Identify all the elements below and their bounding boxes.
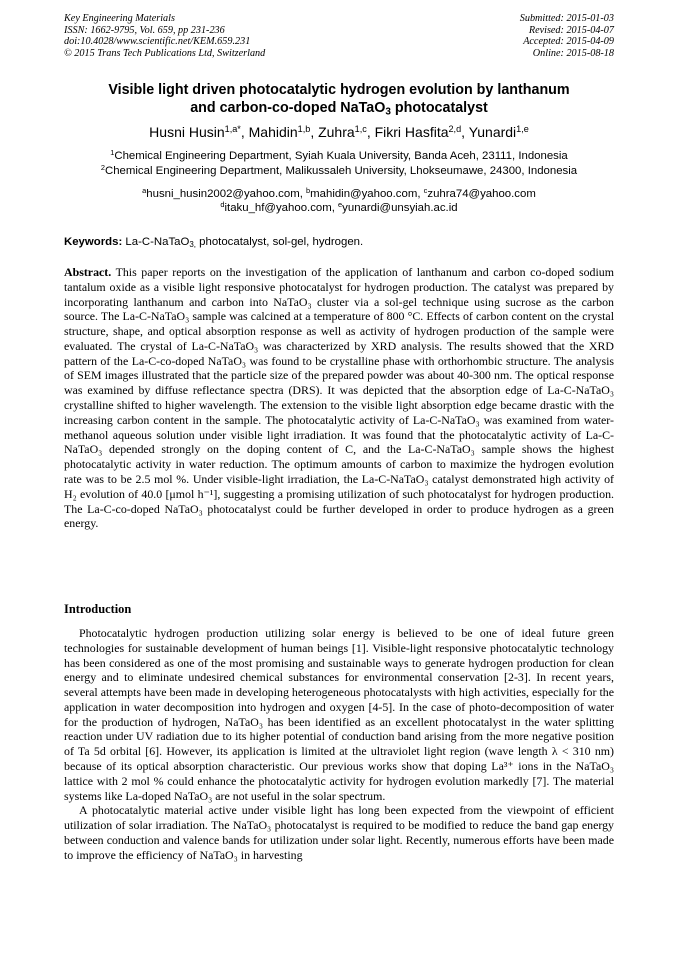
abstract-label: Abstract. [64, 265, 112, 279]
keywords-label: Keywords: [64, 236, 123, 248]
affiliation-1: $^1$Chemical Engineering Department, Syiah Kuala University, Banda Aceh, 23111, Indonesia [110, 147, 568, 162]
accepted-date: Accepted: 2015-04-09 [523, 36, 614, 48]
abstract [64, 265, 614, 531]
journal-doi: doi:10.4028/www.scientific.net/KEM.659.231 [64, 36, 251, 48]
online-date: Online: 2015-08-18 [532, 47, 614, 59]
journal-name: Key Engineering Materials [64, 13, 175, 24]
submission-dates [520, 13, 614, 59]
submitted-date: Submitted: 2015-01-03 [519, 13, 614, 24]
introduction-heading: Introduction [64, 602, 132, 616]
abstract-text: This paper reports on the investigation of the application of lanthanum and carbon co-doped sodium tantalum oxide as a visible light responsive photocatalyst for hydrogen production. The catalyst was prepared by incorporating lanthanum and carbon into NaTaO₃ cluster via a sol-gel technique using sucrose as the carbon source. The La-C-NaTaO₃ sample was calcined at a temperature of 800 °C. Effects of carbon content on the crystal structure, shape, and optical absorption response as well as activity of hydrogen production of the sample were evaluated. The crystal of La-C-NaTaO₃ was characterized by XRD analysis. The results showed that the XRD pattern of the La-C-co-doped NaTaO₃ was found to be crystalline phase with orthorhombic structure. The analysis of SEM images illustrated that the particle size of the prepared powder was about 40-300 nm. The optical response was examined by diffuse reflectance spectra (DRS). It was depicted that the absorption edge of La-C-NaTaO₃ crystalline shifted to higher wavelength. The extension to the visible light absorption edge became drastic with the increasing carbon content in the sample. The photocatalytic activity of La-C-NaTaO₃ was examined from water-methanol aqueous solution under visible light irradiation. It was found that the photocatalytic activity of La-C-NaTaO₃ depended strongly on the doping content of C, and the La-C-NaTaO₃ sample shows the highest photocatalytic activity in water reduction. The optimum amounts of carbon to maximize the hydrogen evolution rate was to be 2.5 mol %. Under visible-light irradiation, the La-C-NaTaO₃ catalyst demonstrated high activity of H₂ evolution of 40.0 [μmol h⁻¹], suggesting a promising utilization of such photocatalyst for hydrogen production. The La-C-co-doped NaTaO₃ photocatalyst could be further developed in order to produce hydrogen as a green energy. [64, 265, 614, 531]
paragraph: A photocatalytic material active under visible light has long been expected from the viewpoint of efficient utilization of solar irradiation. The NaTaO₃ photocatalyst is required to be modified to reduce the band gap energy between conduction and valence bands for utilization under solar light. Recently, numerous efforts have been made to improve the efficiency of NaTaO₃ in harvesting [64, 803, 614, 862]
author: Mahidin$^{1,b}$, [248, 124, 319, 140]
revised-date: Revised: 2015-04-07 [528, 24, 614, 36]
journal-info [64, 13, 265, 59]
introduction-body [64, 626, 614, 863]
author-list [30, 124, 648, 141]
journal-issn: ISSN: 1662-9795, Vol. 659, pp 231-236 [64, 24, 225, 36]
author: Zuhra$^{1,c}$, [318, 124, 375, 140]
keywords: Keywords: La-C-NaTaO$_{3,}$ photocatalyst, sol-gel, hydrogen. [64, 236, 364, 249]
paper-title [40, 81, 638, 117]
email-line-2: $^d$itaku_hf@yahoo.com, $^e$yunardi@unsyiah.ac.id [220, 199, 458, 214]
title-line-2: and carbon-co-doped NaTaO$_3$ photocatalyst [190, 100, 488, 118]
paragraph: Photocatalytic hydrogen production utilizing solar energy is believed to be one of ideal future green technologies for sustainable development of human beings [1]. Visible-light responsive photocatalytic technology has been considered as one of the most promising and sustainable ways to generate hydrogen production for clean energy and to eliminate undesired chemical substances for environmental conservation [2-3]. In recent years, several attempts have been made in developing heterogeneous photocatalysts with high activities, especially for the application in water decomposition into hydrogen and oxygen [4-5]. In the case of photo-decomposition of water for the production of hydrogen, NaTaO₃ has been identified as an excellent photocatalyst in the water splitting reaction under UV radiation due to its higher potential of conduction band arising from the more negative position of Ta 5d orbital [6]. However, its application is limited at the ultraviolet light region (wave length λ < 310 nm) because of its optical absorption characteristic. Our previous works show that doping La³⁺ ions in the NaTaO₃ lattice with 2 mol % could enhance the photocatalytic activity for hydrogen evolution markedly [7]. The material systems like La-doped NaTaO₃ are not useful in the solar spectrum. [64, 626, 614, 803]
author: Yunardi$^{1,e}$ [468, 124, 529, 140]
author: Fikri Hasfita$^{2,d}$, [374, 124, 469, 140]
email-line-1: $^a$husni_husin2002@yahoo.com, $^b$mahidin@yahoo.com, $^c$zuhra74@yahoo.com [142, 185, 536, 200]
affiliation-2: $^2$Chemical Engineering Department, Malikussaleh University, Lhokseumawe, 24300, Indonesia [100, 162, 578, 177]
author: Husni Husin$^{1,a*}$, [149, 124, 249, 140]
journal-copyright: © 2015 Trans Tech Publications Ltd, Switzerland [64, 47, 266, 59]
title-line-1: Visible light driven photocatalytic hydrogen evolution by lanthanum [108, 82, 570, 98]
